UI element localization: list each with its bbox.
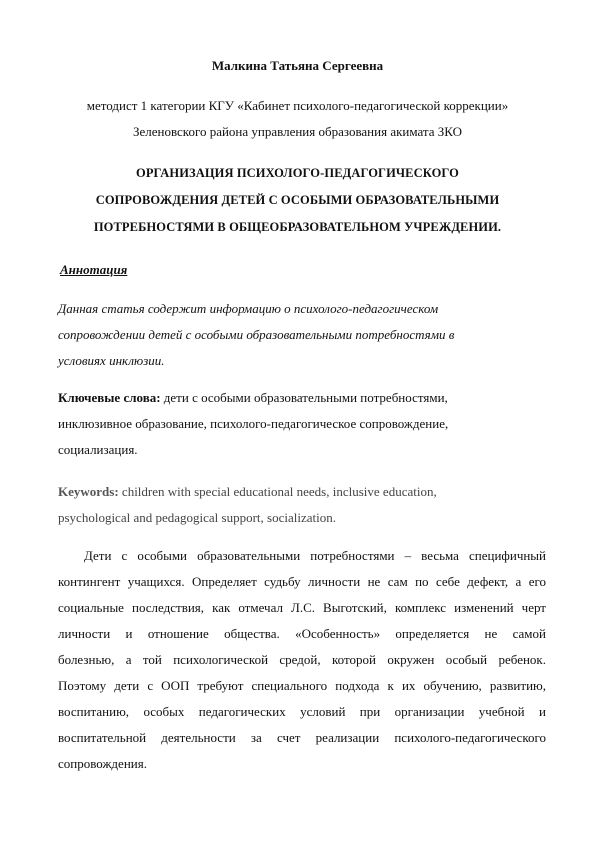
keywords-en-label: Keywords:: [58, 484, 119, 499]
keywords-ru-text: дети с особыми образовательными потребностями,: [160, 390, 448, 405]
keywords-ru-line-2: инклюзивное образование, психолого-педагогическое сопровождение,: [58, 416, 449, 431]
body-paragraph-line: болезнью, а той психологической средой, которой окружен особый ребенок.: [58, 652, 546, 667]
keywords-en-line-2: psychological and pedagogical support, socialization.: [58, 510, 336, 525]
body-paragraph-line: воспитанию, особых педагогических условий при организации учебной и: [58, 704, 546, 719]
body-paragraph-line: социальные последствия, как отмечал Л.С. Выготский, комплекс изменений черт: [58, 600, 546, 615]
article-title-line-1: ОРГАНИЗАЦИЯ ПСИХОЛОГО-ПЕДАГОГИЧЕСКОГО: [136, 166, 459, 180]
body-paragraph-line: контингент учащихся. Определяет судьбу личности не сам по себе дефект, а его: [58, 574, 546, 589]
keywords-en-line-1: [58, 484, 437, 500]
body-paragraph-line: личности и отношение общества. «Особенность» определяется не самой: [58, 626, 546, 641]
author-position: методист 1 категории КГУ «Кабинет психолого-педагогической коррекции»: [86, 98, 509, 113]
keywords-ru-line-1: [58, 390, 448, 406]
article-title-line-2: СОПРОВОЖДЕНИЯ ДЕТЕЙ С ОСОБЫМИ ОБРАЗОВАТЕЛЬНЫМИ: [95, 193, 500, 207]
author-organization: Зеленовского района управления образования акимата ЗКО: [132, 124, 463, 139]
keywords-en-text: children with special educational needs, inclusive education,: [118, 484, 437, 499]
body-paragraph-line: воспитательной деятельности за счет реализации психолого-педагогического: [58, 730, 546, 745]
article-title-line-3: ПОТРЕБНОСТЯМИ В ОБЩЕОБРАЗОВАТЕЛЬНОМ УЧРЕЖДЕНИИ.: [93, 220, 502, 234]
annotation-text-line-2: сопровождении детей с особыми образовательными потребностями в: [58, 327, 455, 342]
annotation-text-line-1: Данная статья содержит информацию о психолого-педагогическом: [58, 301, 439, 316]
keywords-ru-line-3: социализация.: [58, 442, 138, 457]
body-paragraph-line: Дети с особыми образовательными потребностями – весьма специфичный: [84, 548, 546, 563]
annotation-heading: Аннотация: [60, 262, 128, 277]
author-name: Малкина Татьяна Сергеевна: [211, 58, 384, 73]
keywords-ru-label: Ключевые слова:: [58, 390, 161, 405]
annotation-text-line-3: условиях инклюзии.: [58, 353, 165, 368]
body-paragraph-line: сопровождения.: [58, 756, 147, 771]
body-paragraph-line: Поэтому дети с ООП требуют специального подхода к их обучению, развитию,: [58, 678, 546, 693]
